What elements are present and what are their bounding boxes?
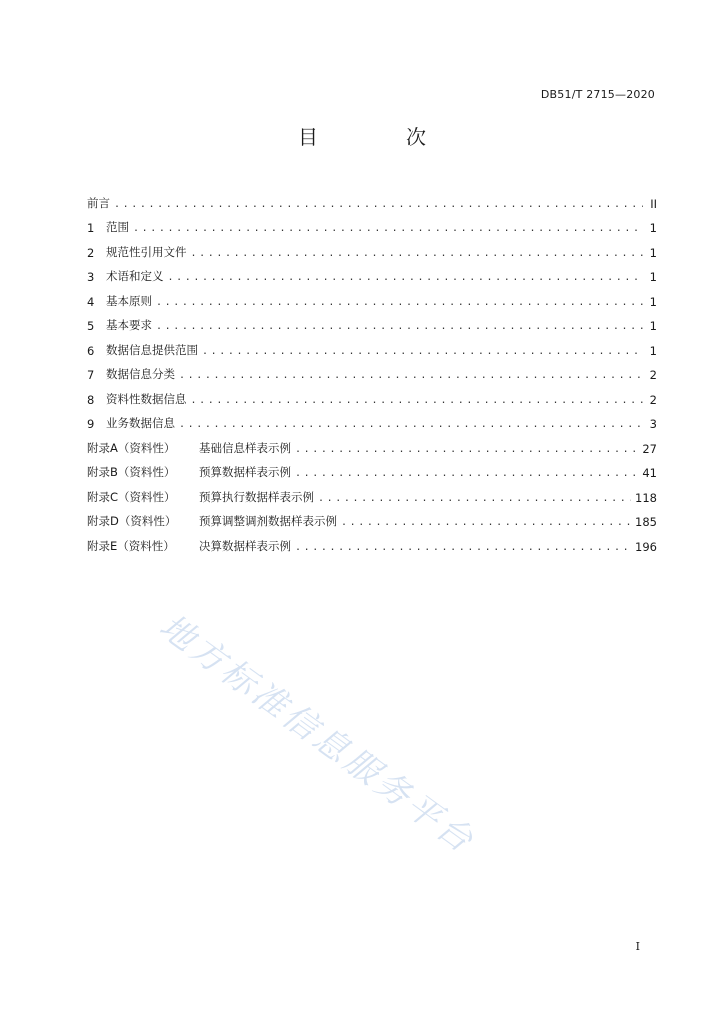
toc-entry[interactable] xyxy=(87,235,657,260)
toc-entry-number: 1 xyxy=(87,221,95,235)
toc-leader-dots xyxy=(318,493,631,505)
toc-entry-page: 41 xyxy=(642,466,657,480)
standard-number: DB51/T 2715—2020 xyxy=(540,88,655,101)
toc-entry[interactable] xyxy=(87,333,657,358)
toc-leader-dots xyxy=(295,444,638,456)
toc-entry-label: 预算执行数据样表示例 xyxy=(199,489,314,504)
toc-entry-label: 范围 xyxy=(106,220,129,234)
toc-leader-dots xyxy=(191,395,644,407)
toc-entry[interactable] xyxy=(87,480,657,505)
toc-entry-number: 9 xyxy=(87,417,95,431)
toc-entry-label: 决算数据样表示例 xyxy=(199,538,291,553)
toc-entry-label: 业务数据信息 xyxy=(106,416,175,430)
toc-entry-number: 8 xyxy=(87,392,95,407)
toc-entry-page: II xyxy=(650,196,657,211)
toc-entry-page: 1 xyxy=(649,221,657,235)
page-title: 目 次 xyxy=(298,125,460,149)
toc-leader-dots xyxy=(295,468,638,480)
toc-entry[interactable] xyxy=(87,284,657,309)
toc-entry-number: 2 xyxy=(87,245,95,260)
toc-entry-page: 2 xyxy=(649,392,657,407)
toc-entry-label: 规范性引用文件 xyxy=(106,244,187,259)
toc-leader-dots xyxy=(133,223,643,235)
toc-leader-dots xyxy=(114,199,643,211)
page-number: I xyxy=(635,940,640,953)
toc-appendix-label: 附录D（资料性） xyxy=(87,514,177,528)
toc-leader-dots xyxy=(168,272,644,284)
toc-entry[interactable] xyxy=(87,431,657,456)
toc-entry[interactable] xyxy=(87,529,657,554)
toc-entry[interactable] xyxy=(87,260,657,285)
toc-entry-label: 前言 xyxy=(87,195,110,210)
toc-entry-page: 118 xyxy=(635,490,657,505)
toc-entry-label: 资料性数据信息 xyxy=(106,391,187,406)
toc-leader-dots xyxy=(202,346,643,358)
toc-leader-dots xyxy=(295,542,631,554)
toc-leader-dots xyxy=(156,321,643,333)
toc-entry-number: 5 xyxy=(87,319,95,333)
toc-appendix-label: 附录C（资料性） xyxy=(87,489,176,504)
toc-entry-label: 数据信息提供范围 xyxy=(106,342,198,357)
toc-entry[interactable] xyxy=(87,309,657,334)
toc-entry-page: 1 xyxy=(649,319,657,333)
toc-entry-page: 1 xyxy=(649,343,657,358)
toc-entry-page: 196 xyxy=(635,539,657,554)
toc-entry[interactable] xyxy=(87,186,657,211)
toc-entry-label: 基础信息样表示例 xyxy=(199,440,291,455)
toc-entry-number: 6 xyxy=(87,343,95,358)
toc-appendix-label: 附录A（资料性） xyxy=(87,440,176,455)
watermark: 地方标准信息服务平台 xyxy=(151,606,483,863)
toc-leader-dots xyxy=(156,297,643,309)
toc-leader-dots xyxy=(191,248,644,260)
toc-entry-page: 27 xyxy=(642,441,657,456)
toc-entry-label: 基本要求 xyxy=(106,318,152,332)
toc-entry-label: 基本原则 xyxy=(106,293,152,308)
toc-entry-page: 3 xyxy=(649,417,657,431)
toc-appendix-label: 附录B（资料性） xyxy=(87,465,176,479)
toc-entry-page: 1 xyxy=(649,294,657,309)
toc-entry[interactable] xyxy=(87,211,657,236)
toc-entry-label: 数据信息分类 xyxy=(106,367,175,381)
toc-leader-dots xyxy=(179,419,643,431)
toc-entry[interactable] xyxy=(87,456,657,481)
toc-entry-label: 预算数据样表示例 xyxy=(199,465,291,479)
toc-entry-label: 预算调整调剂数据样表示例 xyxy=(199,514,337,528)
table-of-contents xyxy=(87,186,657,554)
toc-entry-number: 4 xyxy=(87,294,95,309)
toc-entry-page: 1 xyxy=(649,245,657,260)
toc-entry-page: 185 xyxy=(635,515,657,529)
toc-entry[interactable] xyxy=(87,505,657,530)
toc-appendix-label: 附录E（资料性） xyxy=(87,538,175,553)
toc-leader-dots xyxy=(179,370,643,382)
toc-leader-dots xyxy=(341,517,631,529)
toc-entry-number: 7 xyxy=(87,368,95,382)
toc-entry-label: 术语和定义 xyxy=(106,269,164,283)
toc-entry-page: 2 xyxy=(649,368,657,382)
toc-entry-page: 1 xyxy=(649,270,657,284)
toc-entry[interactable] xyxy=(87,407,657,432)
toc-entry[interactable] xyxy=(87,358,657,383)
toc-entry-number: 3 xyxy=(87,270,95,284)
toc-entry[interactable] xyxy=(87,382,657,407)
